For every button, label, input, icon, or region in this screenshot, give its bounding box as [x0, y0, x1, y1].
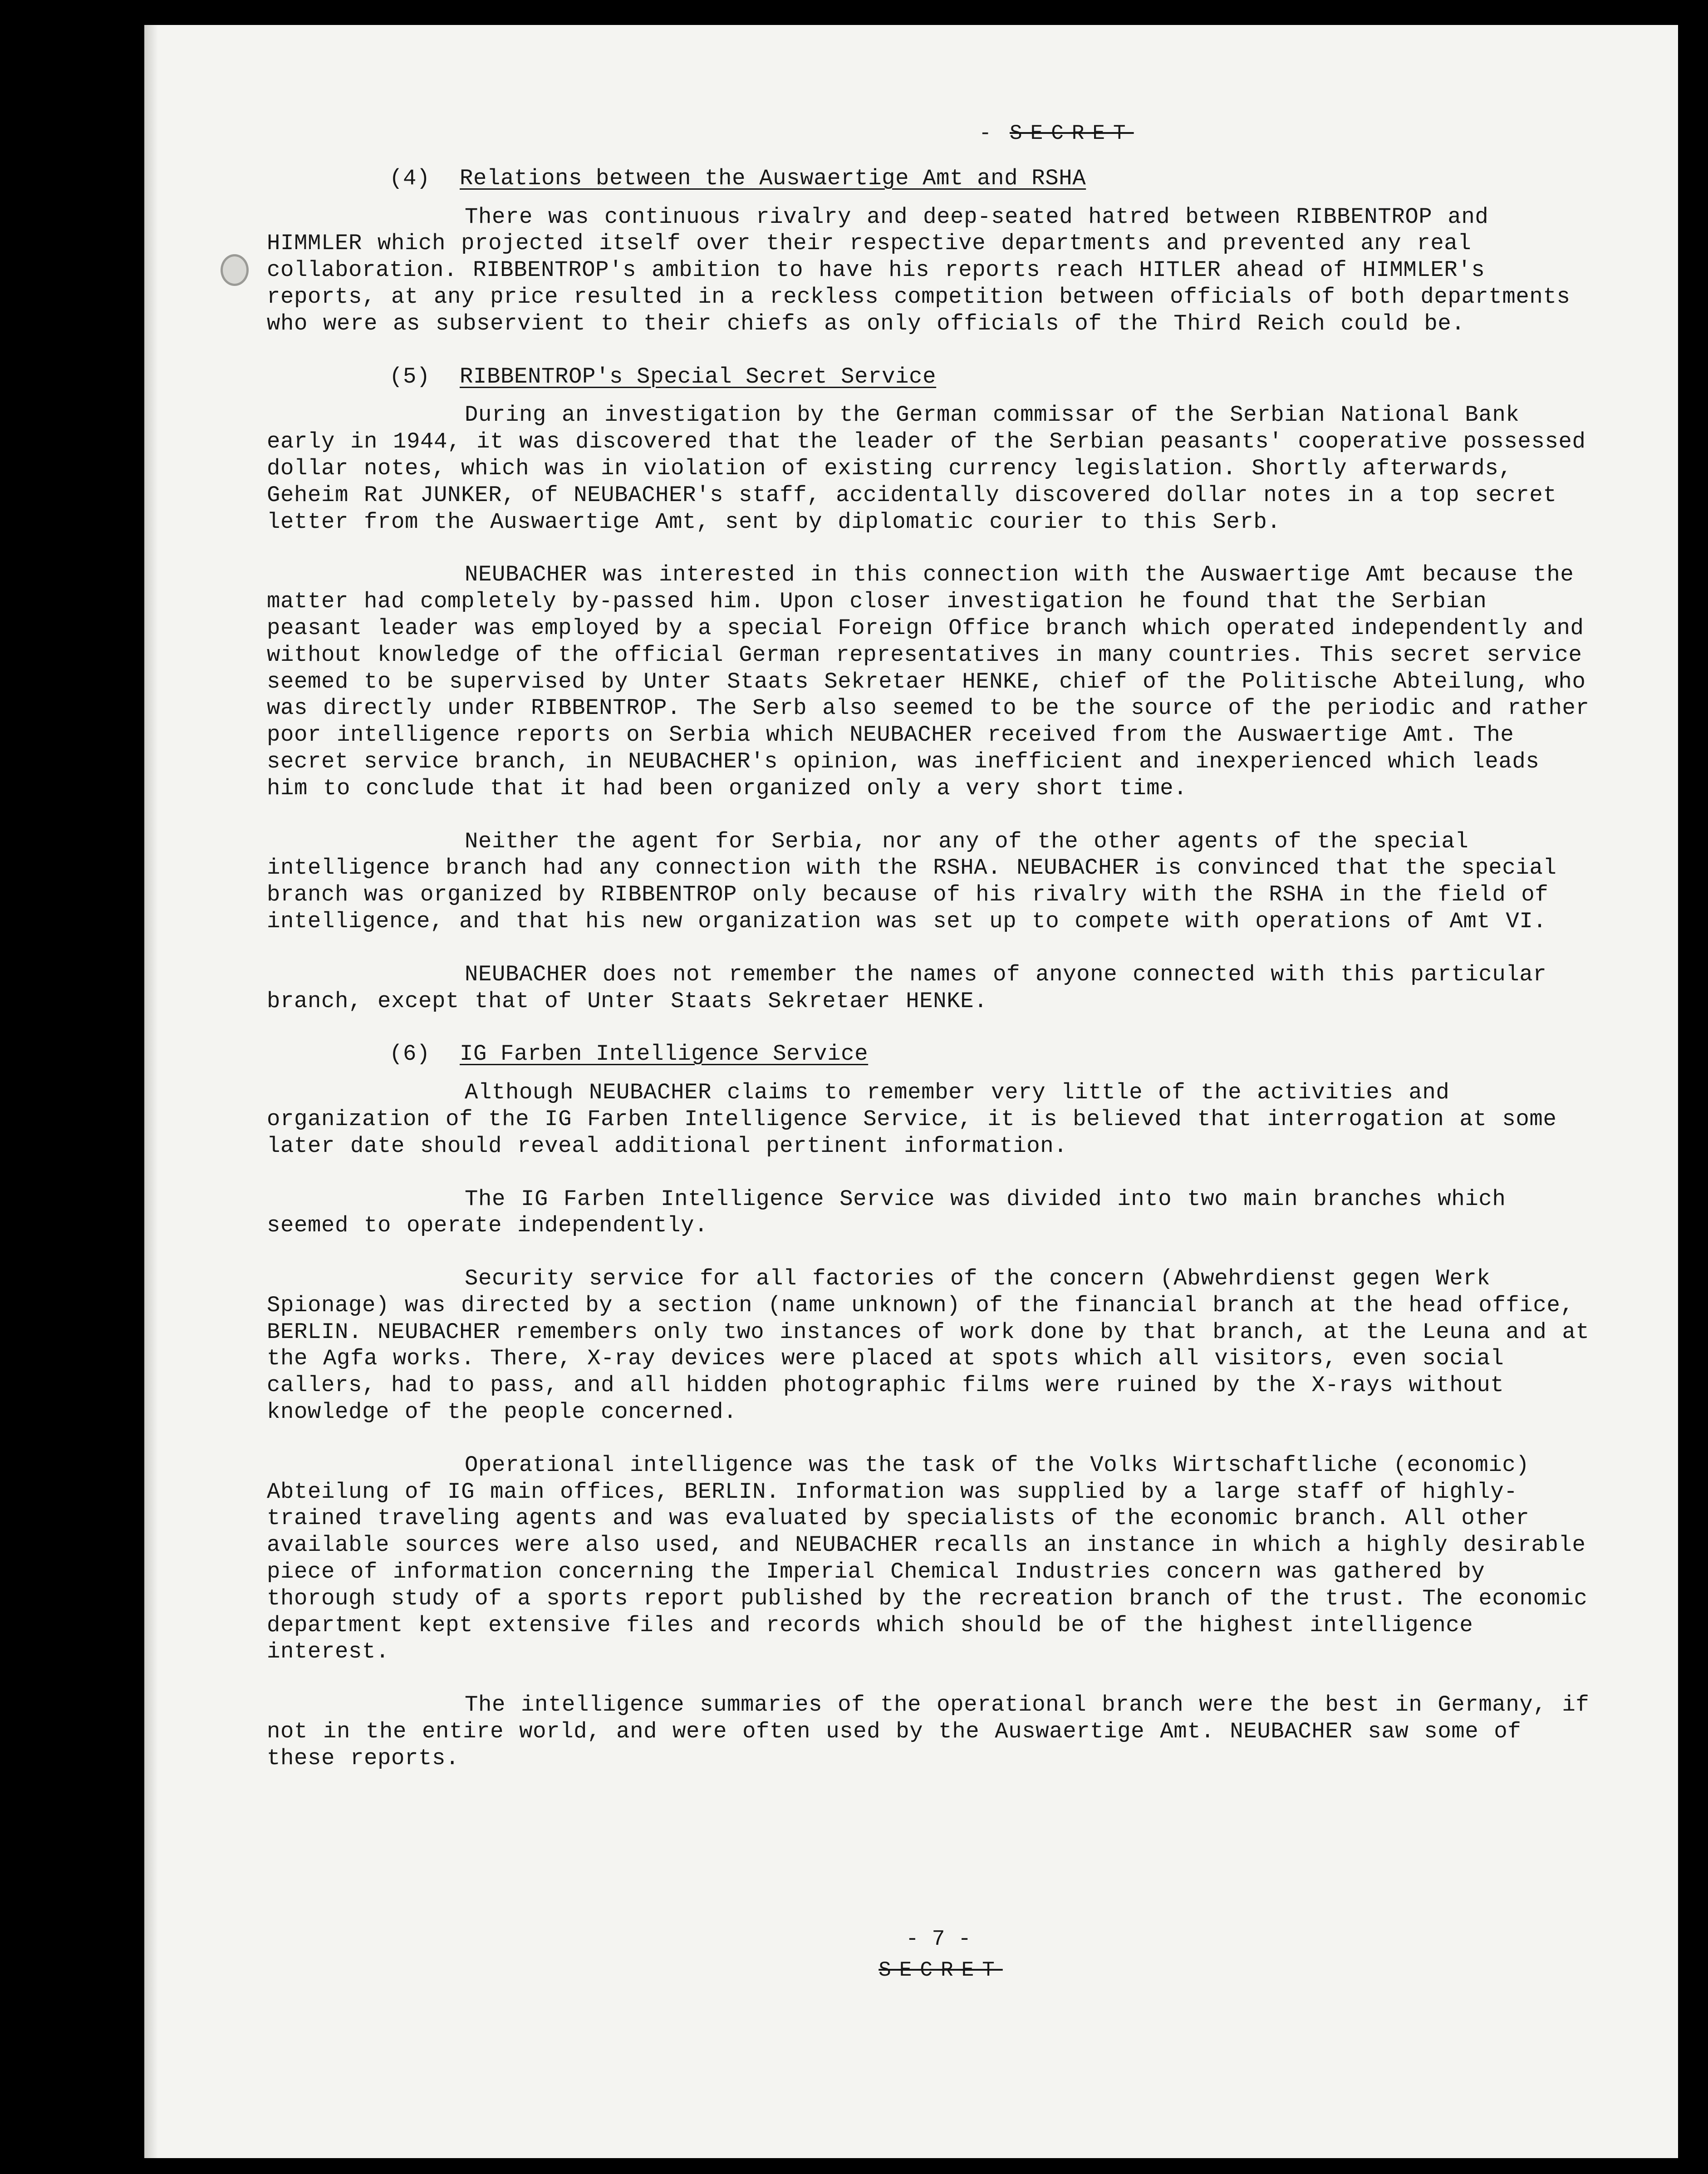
document-body — [267, 120, 1592, 1790]
paragraph: Operational intelligence was the task of the Volks Wirtschaftliche (economic) Abteilung of IG main offices, BERLIN. Information was supplied by a large staff of highly-trained traveling agents and was evaluated by specialists of the economic branch. All other available sources were also used, and NEUBACHER recalls an instance in which a highly desirable piece of information concerning the Imperial Chemical Industries concern was gathered by thorough study of a sports report published by the recreation branch of the trust. The economic department kept extensive files and records which should be of the highest intelligence interest. — [267, 1452, 1588, 1665]
section-heading-6 — [267, 1041, 1592, 1067]
punch-hole-mark — [221, 254, 249, 286]
section-title: Relations between the Auswaertige Amt and RSHA — [460, 165, 1086, 191]
header-dash: - — [979, 122, 991, 145]
footer-classification: SECRET — [879, 1958, 1003, 1982]
paragraph: During an investigation by the German commissar of the Serbian National Bank early in 1944, it was discovered that the leader of the Serbian peasants' cooperative possessed dollar notes, which was in violation of existing currency legislation. Shortly afterwards, Geheim Rat JUNKER, of NEUBACHER's staff, accidentally discovered dollar notes in a top secret letter from the Auswaertige Amt, sent by diplomatic courier to this Serb. — [267, 402, 1586, 535]
header-classification — [267, 120, 1592, 147]
header-classification-label: SECRET — [1009, 122, 1134, 145]
paragraph: The IG Farben Intelligence Service was divided into two main branches which seemed to operate independently. — [267, 1186, 1506, 1239]
section-heading-5 — [267, 364, 1592, 390]
section-number: (6) — [389, 1041, 431, 1067]
page-number: - 7 - — [905, 1927, 972, 1952]
section-title: RIBBENTROP's Special Secret Service — [460, 364, 937, 389]
section-title: IG Farben Intelligence Service — [460, 1041, 869, 1067]
paragraph: Security service for all factories of the concern (Abwehrdienst gegen Werk Spionage) was directed by a section (name unknown) of the financial branch at the head office, BERLIN. NEUBACHER remembers only two instances of work done by that branch, at the Leuna and at the Agfa works. There, X-ray devices were placed at spots which all visitors, even social callers, had to pass, and all hidden photographic films were ruined by the X-rays without knowledge of the people concerned. — [267, 1266, 1590, 1425]
section-number: (5) — [389, 364, 431, 389]
page-footer — [144, 1927, 1678, 1982]
paragraph: NEUBACHER was interested in this connection with the Auswaertige Amt because the matter had completely by-passed him. Upon closer investigation he found that the Serbian peasant leader was employed by a special Foreign Office branch which operated independently and without knowledge of the official German representatives in many countries. This secret service seemed to be supervised by Unter Staats Sekretaer HENKE, chief of the Politische Abteilung, who was directly under RIBBENTROP. The Serb also seemed to be the source of the periodic and rather poor intelligence reports on Serbia which NEUBACHER received from the Auswaertige Amt. The secret service branch, in NEUBACHER's opinion, was inefficient and inexperienced which leads him to conclude that it had been organized only a very short time. — [267, 562, 1590, 801]
section-number: (4) — [389, 165, 431, 191]
paragraph: NEUBACHER does not remember the names of anyone connected with this particular branch, except that of Unter Staats Sekretaer HENKE. — [267, 961, 1547, 1014]
paragraph: Although NEUBACHER claims to remember very little of the activities and organization of the IG Farben Intelligence Service, it is believed that interrogation at some later date should reveal additional pertinent information. — [267, 1080, 1557, 1159]
scan-edge-shading — [144, 25, 158, 2158]
paragraph: The intelligence summaries of the operational branch were the best in Germany, if not in the entire world, and were often used by the Auswaertige Amt. NEUBACHER saw some of these reports. — [267, 1692, 1590, 1771]
section-heading-4 — [267, 165, 1592, 192]
document-page — [144, 25, 1678, 2158]
paragraph: Neither the agent for Serbia, nor any of the other agents of the special intelligence branch had any connection with the RSHA. NEUBACHER is convinced that the special branch was organized by RIBBENTROP only because of his rivalry with the RSHA in the field of intelligence, and that his new organization was set up to compete with operations of Amt VI. — [267, 828, 1557, 934]
paragraph: There was continuous rivalry and deep-seated hatred between RIBBENTROP and HIMMLER which projected itself over their respective departments and prevented any real collaboration. RIBBENTROP's ambition to have his reports reach HITLER ahead of HIMMLER's reports, at any price resulted in a reckless competition between officials of both departments who were as subservient to their chiefs as only officials of the Third Reich could be. — [267, 204, 1571, 336]
